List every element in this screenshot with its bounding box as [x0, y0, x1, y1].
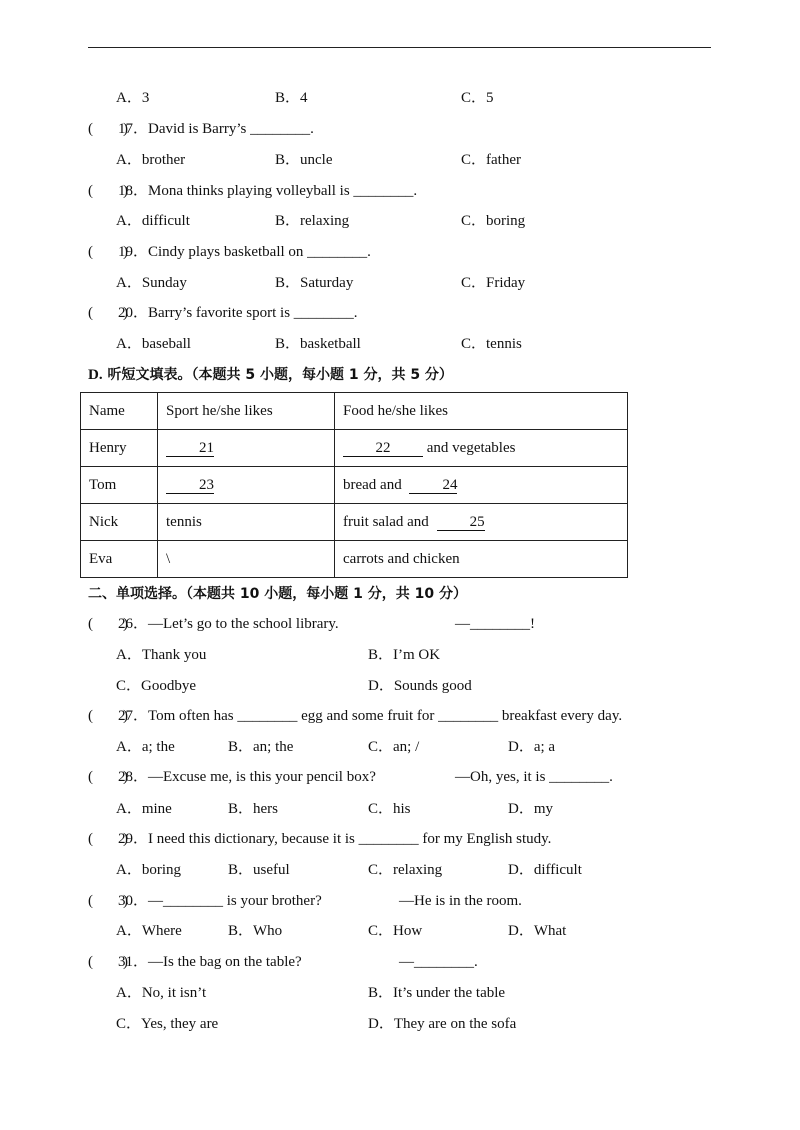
- q29-option-c: C．relaxing: [368, 862, 443, 878]
- q18-option-b: B．relaxing: [275, 213, 350, 229]
- section-d-heading: [88, 366, 453, 384]
- table-header-row: [81, 393, 628, 430]
- q29-answer-paren[interactable]: ( ): [88, 831, 128, 847]
- q28-option-c: C．his: [368, 801, 411, 817]
- q18-stem: 18．Mona thinks playing volleyball is ________.: [118, 183, 418, 199]
- q30-answer-paren[interactable]: ( ): [88, 893, 128, 909]
- row-food: [335, 430, 628, 467]
- table-row: [81, 467, 628, 504]
- q31-reply: —________.: [399, 954, 478, 970]
- q16-option-c: C．5: [461, 90, 494, 106]
- q27-option-a: A．a; the: [116, 739, 175, 755]
- q30-option-c: C．How: [368, 923, 423, 939]
- row-sport: \: [158, 541, 335, 578]
- blank-23[interactable]: 23: [166, 478, 214, 494]
- q19-stem: 19．Cindy plays basketball on ________.: [118, 244, 371, 260]
- q29-option-a: A．boring: [116, 862, 181, 878]
- header-food: Food he/she likes: [335, 393, 628, 430]
- q31-option-a: A．No, it isn’t: [116, 985, 207, 1001]
- q18-option-c: C．boring: [461, 213, 526, 229]
- q20-answer-paren[interactable]: ( ): [88, 305, 128, 321]
- row-name: Nick: [81, 504, 158, 541]
- q27-option-b: B．an; the: [228, 739, 294, 755]
- q20-option-a: A．baseball: [116, 336, 191, 352]
- q20-option-b: B．basketball: [275, 336, 361, 352]
- q28-stem: 28．—Excuse me, is this your pencil box?: [118, 769, 376, 785]
- row-sport: [158, 467, 335, 504]
- q31-option-d: D．They are on the sofa: [368, 1016, 517, 1032]
- q27-option-d: D．a; a: [508, 739, 556, 755]
- q26-option-b: B．I’m OK: [368, 647, 441, 663]
- listening-table: [80, 392, 628, 578]
- q17-option-c: C．father: [461, 152, 521, 168]
- q30-stem: 30．—________ is your brother?: [118, 893, 322, 909]
- q26-option-a: A．Thank you: [116, 647, 207, 663]
- q29-stem: 29．I need this dictionary, because it is ________ for my English study.: [118, 831, 552, 847]
- blank-21[interactable]: 21: [166, 441, 214, 457]
- q17-answer-paren[interactable]: ( ): [88, 121, 128, 137]
- row-name: Tom: [81, 467, 158, 504]
- q29-option-b: B．useful: [228, 862, 290, 878]
- row-sport: [158, 430, 335, 467]
- food-before: fruit salad and: [343, 513, 429, 530]
- section-d-title: 听短文填表。（本题共 5 小题，每小题 1 分，共 5 分）: [107, 367, 453, 383]
- q19-answer-paren[interactable]: ( ): [88, 244, 128, 260]
- food-after: and vegetables: [426, 439, 516, 456]
- q18-option-a: A．difficult: [116, 213, 190, 229]
- q28-option-b: B．hers: [228, 801, 278, 817]
- q30-option-a: A．Where: [116, 923, 182, 939]
- q31-option-c: C．Yes, they are: [116, 1016, 219, 1032]
- q26-reply: —________!: [455, 616, 535, 632]
- blank-24[interactable]: 24: [409, 478, 457, 494]
- q26-option-c: C．Goodbye: [116, 678, 196, 694]
- table-row: [81, 541, 628, 578]
- q27-answer-paren[interactable]: ( ): [88, 708, 128, 724]
- q16-option-b: B．4: [275, 90, 308, 106]
- q17-option-a: A．brother: [116, 152, 186, 168]
- q17-stem: 17．David is Barry’s ________.: [118, 121, 314, 137]
- row-sport: tennis: [158, 504, 335, 541]
- q17-option-b: B．uncle: [275, 152, 333, 168]
- q19-option-a: A．Sunday: [116, 275, 187, 291]
- section-d-label: D.: [88, 367, 103, 383]
- q19-option-c: C．Friday: [461, 275, 526, 291]
- q30-reply: —He is in the room.: [399, 893, 522, 909]
- q31-stem: 31．—Is the bag on the table?: [118, 954, 302, 970]
- q28-option-a: A．mine: [116, 801, 172, 817]
- q27-stem: 27．Tom often has ________ egg and some fruit for ________ breakfast every day.: [118, 708, 623, 724]
- q20-option-c: C．tennis: [461, 336, 522, 352]
- q31-option-b: B．It’s under the table: [368, 985, 506, 1001]
- table-row: [81, 430, 628, 467]
- q27-option-c: C．an; /: [368, 739, 420, 755]
- q28-answer-paren[interactable]: ( ): [88, 769, 128, 785]
- q28-reply: —Oh, yes, it is ________.: [455, 769, 613, 785]
- row-food: [335, 504, 628, 541]
- q26-option-d: D．Sounds good: [368, 678, 472, 694]
- q29-option-d: D．difficult: [508, 862, 582, 878]
- q28-option-d: D．my: [508, 801, 554, 817]
- q26-stem: 26．—Let’s go to the school library.: [118, 616, 339, 632]
- table-row: [81, 504, 628, 541]
- header-name: Name: [81, 393, 158, 430]
- q31-answer-paren[interactable]: ( ): [88, 954, 128, 970]
- header-rule: [88, 47, 711, 48]
- q30-option-d: D．What: [508, 923, 567, 939]
- row-food: [335, 467, 628, 504]
- q19-option-b: B．Saturday: [275, 275, 354, 291]
- blank-22[interactable]: 22: [343, 441, 423, 457]
- row-food: carrots and chicken: [335, 541, 628, 578]
- header-sport: Sport he/she likes: [158, 393, 335, 430]
- q20-stem: 20．Barry’s favorite sport is ________.: [118, 305, 358, 321]
- q18-answer-paren[interactable]: ( ): [88, 183, 128, 199]
- q26-answer-paren[interactable]: ( ): [88, 616, 128, 632]
- q16-option-a: A．3: [116, 90, 150, 106]
- row-name: Eva: [81, 541, 158, 578]
- food-before: bread and: [343, 476, 402, 493]
- section-2-heading: 二、单项选择。（本题共 10 小题，每小题 1 分，共 10 分）: [88, 586, 467, 602]
- row-name: Henry: [81, 430, 158, 467]
- q30-option-b: B．Who: [228, 923, 283, 939]
- blank-25[interactable]: 25: [437, 515, 485, 531]
